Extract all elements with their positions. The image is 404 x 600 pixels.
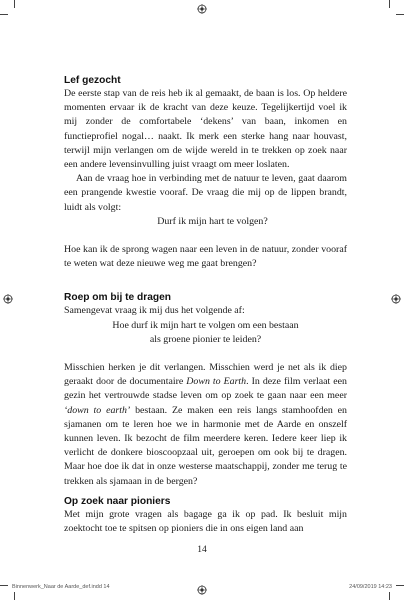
section-heading: Lef gezocht (64, 75, 121, 86)
registration-mark-left (3, 294, 13, 304)
trim-mark (0, 585, 8, 586)
quote: Durf ik mijn hart te volgen? (157, 215, 268, 227)
paragraph (64, 361, 347, 489)
trim-mark (389, 0, 390, 8)
spacer (64, 347, 347, 361)
paragraph: Met mijn grote vragen als bagage ga ik op pad. Ik besluit mijn zoektocht toe te spitsen op pioniers die in ons eigen land aan (64, 508, 347, 535)
film-title: Down to Earth (186, 376, 247, 388)
slug-datetime: 24/09/2019 14:23 (349, 584, 392, 590)
text-run: Misschien herken je dit verlangen. Misschien werd je net als ik diep geraakt door de documentaire (64, 362, 347, 388)
spacer (64, 229, 347, 243)
page-body (64, 74, 347, 536)
page-number: 14 (197, 545, 207, 555)
section-heading: Roep om bij te dragen (64, 292, 171, 304)
trim-mark (14, 0, 15, 8)
trim-mark (396, 585, 404, 586)
paragraph: Samengevat vraag ik mij dus het volgende af: (64, 305, 245, 317)
paragraph: Hoe kan ik de sprong wagen naar een leven in de natuur, zonder vooraf te weten wat deze nieuwe weg me gaat brengen? (64, 244, 347, 270)
paragraph: De eerste stap van de reis heb ik al gemaakt, de baan is los. Op heldere momenten ervaar ik de kracht van deze keuze. Tegelijkertijd voel ik mij zonder de comfortabele ‘dekens’ van baan, inkomen en functieprofiel nogal… naakt. Ik merk een sterke hang naar houvast, terwijl mijn verlangen om de wijde wereld in te trekken op zoek naar een andere levensinvulling juist vraagt om meer loslaten. (64, 88, 347, 171)
spacer (64, 271, 347, 285)
trim-mark (14, 592, 15, 600)
paragraph: Aan de vraag hoe in verbinding met de natuur te leven, gaat daarom een prangende kwestie vooraf. De vraag die mij op de lippen brandt, luidt als volgt: (64, 173, 347, 213)
registration-mark-top (197, 4, 207, 14)
text-run: bestaan. Ze maken een reis langs stamhoofden en sjamanen om te leren hoe we in harmonie met de Aarde en onszelf kunnen leven. Ik bezocht de film meerdere keren. Iedere keer liep ik verlicht de donkere bioscoopzaal uit, geroepen om ook bij te dragen. Maar hoe doe ik dat in onze westerse maatschappij, zonder me terug te trekken als sjamaan in de bergen? (64, 404, 347, 487)
text-run: . In deze film verlaat een gezin het vertrouwde stadse leven om op zoek te gaan naar een meer (64, 376, 347, 402)
trim-mark (0, 14, 8, 15)
registration-mark-bottom (197, 585, 207, 595)
trim-mark (389, 592, 390, 600)
trim-mark (396, 14, 404, 15)
section-heading: Op zoek naar pioniers (64, 495, 171, 507)
registration-mark-right (391, 294, 401, 304)
emphasis-term: ‘down to earth’ (64, 404, 131, 416)
quote-line: Hoe durf ik mijn hart te volgen om een bestaan (112, 319, 299, 331)
quote-line: als groene pionier te leiden? (149, 333, 262, 345)
slug-filename: Binnenwerk_Naar de Aarde_def.indd 14 (12, 584, 110, 590)
